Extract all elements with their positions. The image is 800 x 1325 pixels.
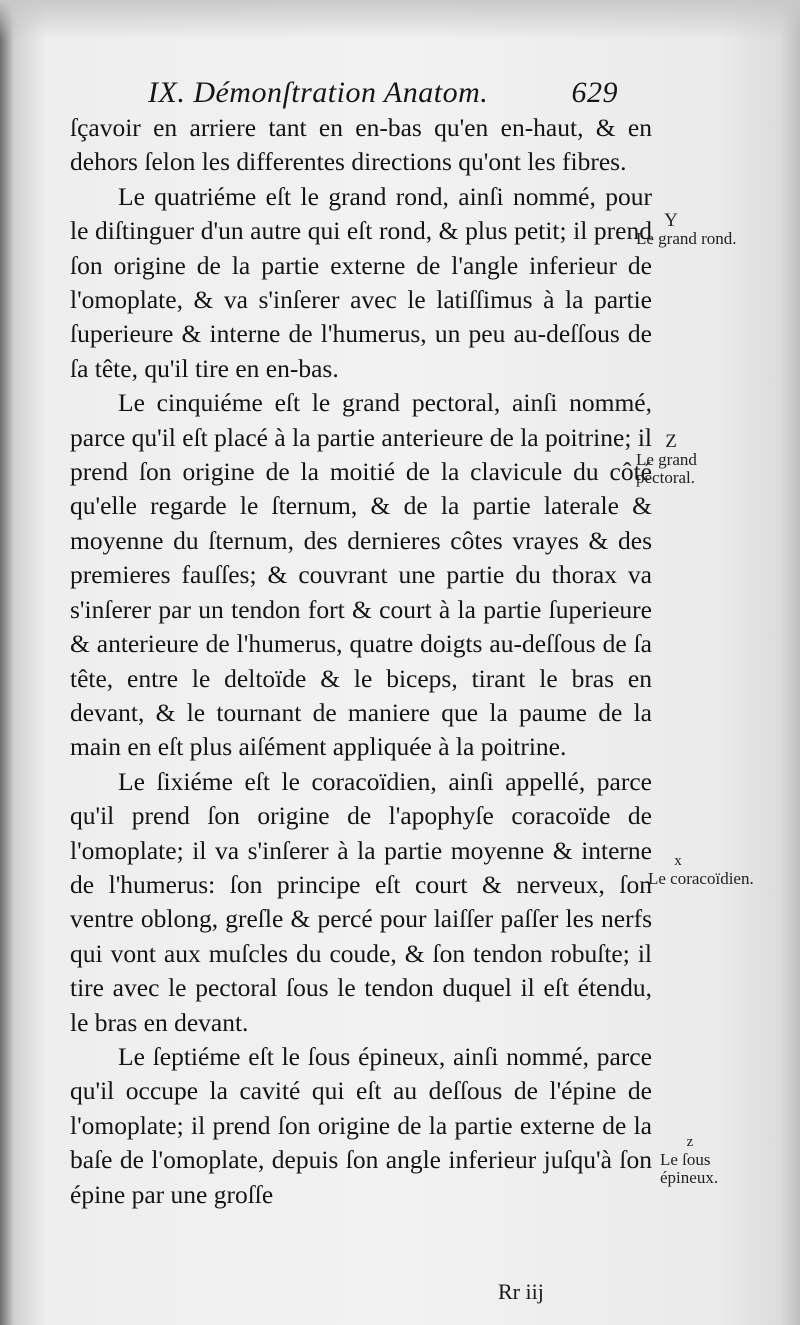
margin-note-text: Le grand rond.	[636, 229, 737, 248]
paragraph-coracoidien: Le ſixiéme eſt le coracoïdien, ainſi appellé, parce qu'il prend ſon origine de l'apophyſe coracoïde de l'omoplate; il va s'inſerer à la partie moyenne & interne de l'humerus: ſon principe eſt court & nerveux, ſon ventre oblong, greſle & percé pour laiſſer paſſer les nerfs qui vont aux muſcles du coude, & ſon tendon robuſte; il tire avec le pectoral ſous le tendon duquel il eſt étendu, le bras en devant.	[70, 766, 652, 1037]
margin-letter: z	[686, 1134, 694, 1150]
margin-note-text: Le ſous épineux.	[660, 1150, 719, 1187]
margin-note-text: Le coracoïdien.	[648, 869, 754, 888]
margin-note-coracoidien	[648, 852, 768, 888]
body-text	[70, 111, 652, 1212]
paragraph-grand-rond: Le quatriéme eſt le grand rond, ainſi nommé, pour le diſtinguer d'un autre qui eſt rond, & plus petit; il prend ſon origine de la partie externe de l'angle inferieur de l'omoplate, & va s'inſerer avec le latiſſimus à la partie ſuperieure & interne de l'humerus, un peu au-deſſous de ſa tête, qu'il tire en en-bas.	[70, 181, 652, 383]
margin-note-grand-rond	[636, 212, 746, 248]
margin-letter: Y	[664, 210, 678, 231]
paragraph-continuation: ſçavoir en arriere tant en en-bas qu'en en-haut, & en dehors ſelon les differentes directions qu'ont les fibres.	[70, 113, 652, 177]
margin-note-text: Le grand pectoral.	[636, 450, 697, 487]
margin-note-grand-pectoral	[636, 433, 746, 487]
page-number: 629	[571, 76, 618, 109]
running-header	[148, 76, 618, 112]
margin-note-sous-epineux	[660, 1133, 770, 1187]
paragraph-sous-epineux: Le ſeptiéme eſt le ſous épineux, ainſi nommé, parce qu'il occupe la cavité qui eſt au deſſous de l'épine de l'omoplate; il prend ſon origine de la partie externe de la baſe de l'omoplate, depuis ſon angle inferieur juſqu'à ſon épine par une groſſe	[70, 1041, 652, 1209]
margin-letter: Z	[665, 431, 677, 452]
running-title: IX. Démonſtration Anatom.	[148, 76, 489, 109]
margin-letter: x	[674, 853, 682, 869]
paragraph-grand-pectoral: Le cinquiéme eſt le grand pectoral, ainſi nommé, parce qu'il eſt placé à la partie anterieure de la poitrine; il prend ſon origine de la moitié de la clavicule du côté qu'elle regarde le ſternum, & de la partie laterale & moyenne du ſternum, des dernieres côtes vrayes & des premieres fauſſes; & couvrant une partie du thorax va s'inſerer par un tendon fort & court à la partie ſuperieure & anterieure de l'humerus, quatre doigts au-deſſous de ſa tête, entre le deltoïde & le biceps, tirant le bras en devant, & le tournant de maniere que la paume de la main en eſt plus aiſément appliquée à la poitrine.	[70, 388, 652, 762]
signature-mark: Rr iij	[498, 1279, 544, 1304]
page-top-shadow	[0, 0, 800, 40]
